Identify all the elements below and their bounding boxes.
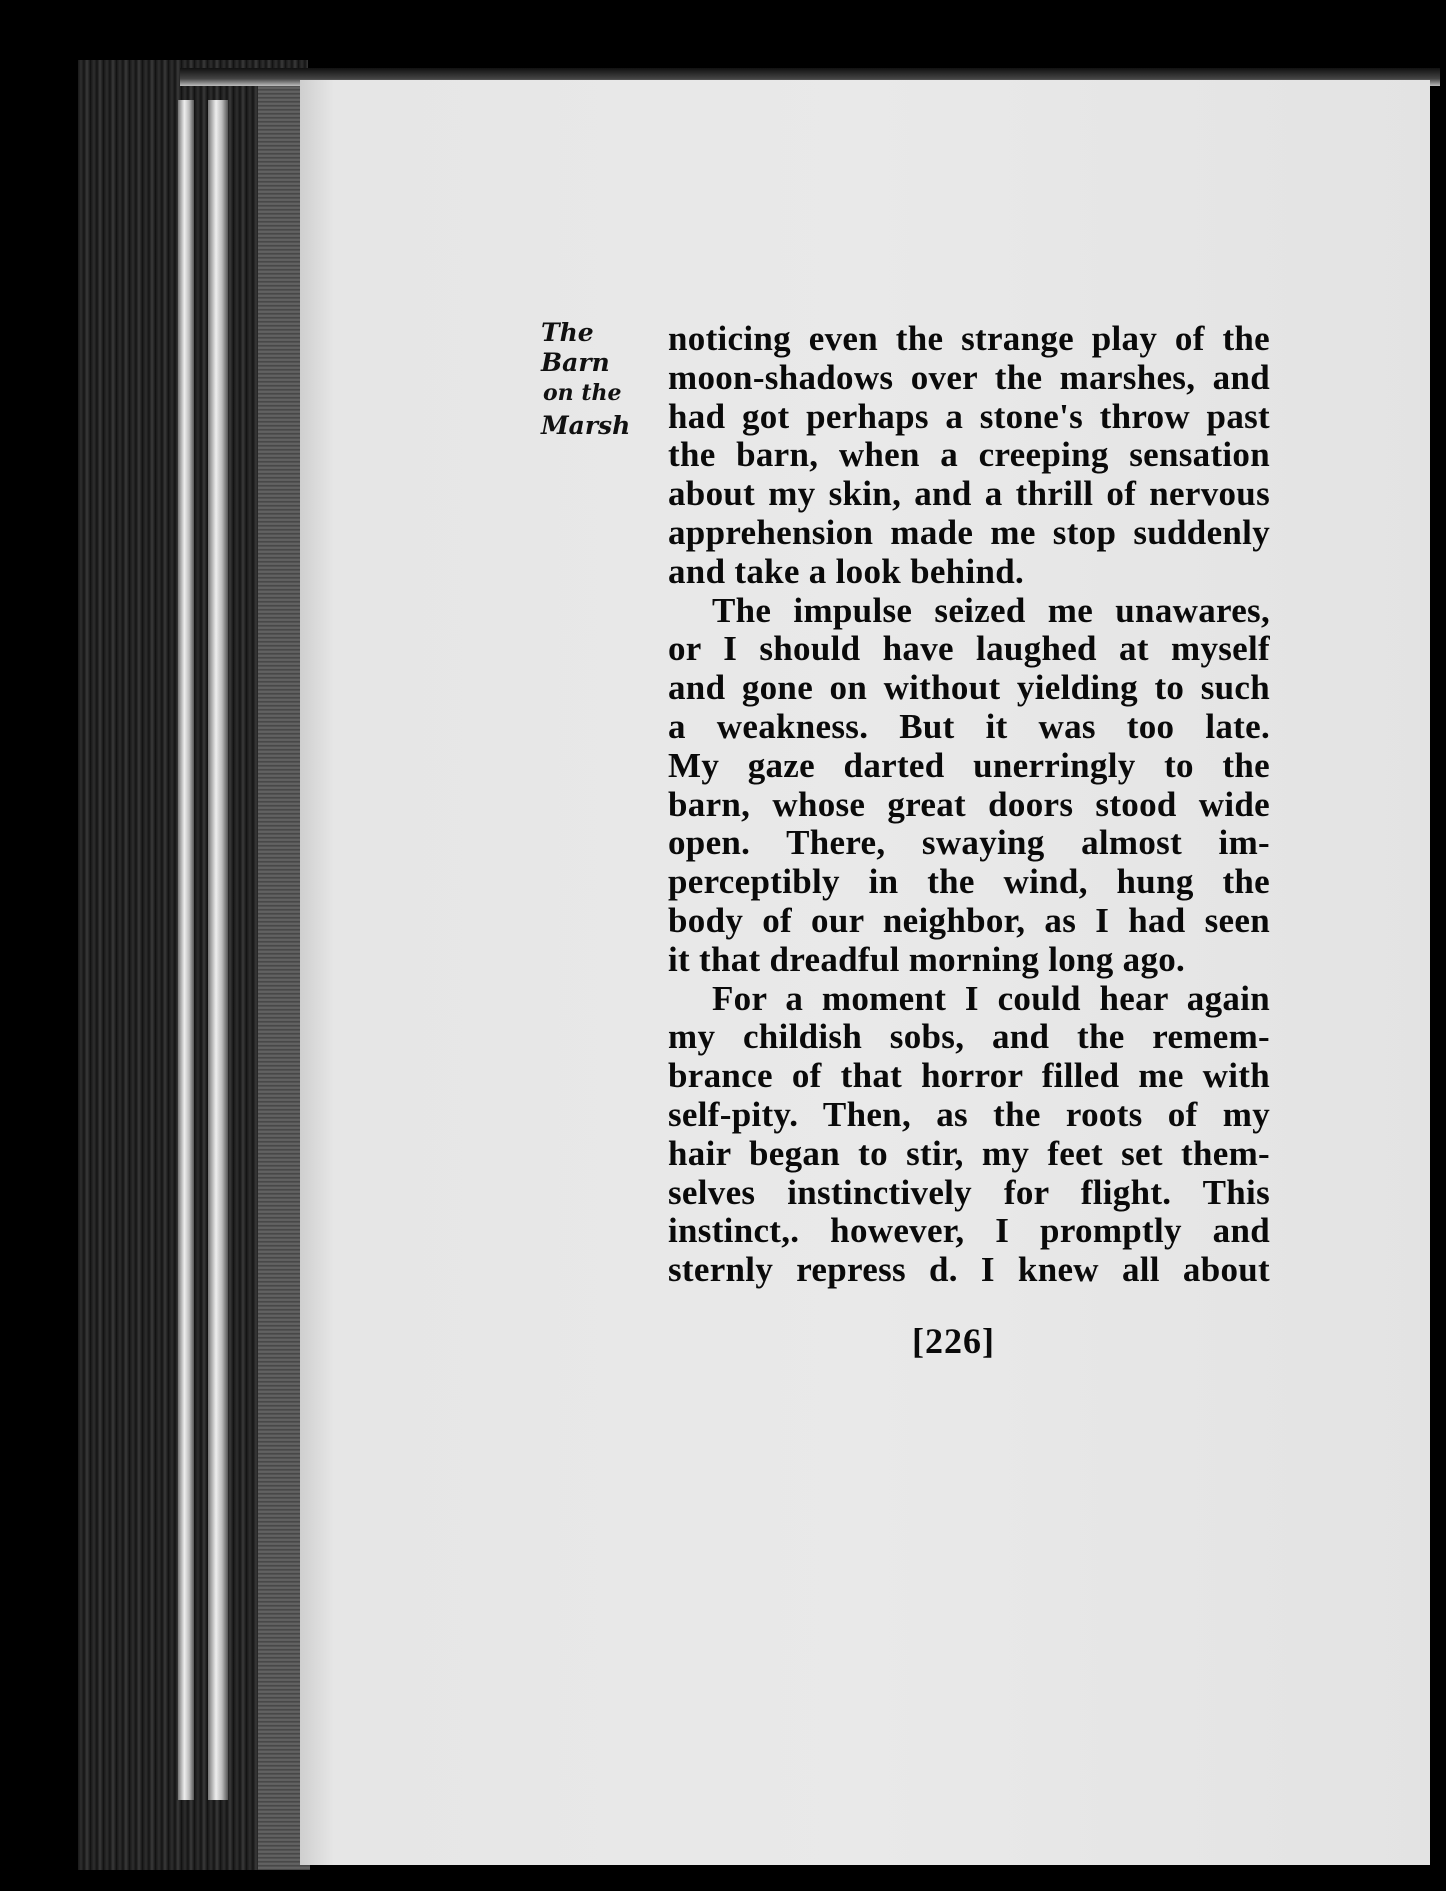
text-line: sternly repress d. I knew all about <box>668 1250 1270 1290</box>
body-text <box>668 320 1270 1290</box>
marginal-note <box>541 318 661 444</box>
text-line: about my skin, and a thrill of nervous <box>668 474 1270 514</box>
text-line: hair began to stir, my feet set them- <box>668 1133 1270 1173</box>
text-line: My gaze darted unerringly to the <box>668 745 1270 785</box>
marginal-note-line: Marsh <box>541 411 631 440</box>
text-line: self-pity. Then, as the roots of my <box>668 1094 1270 1134</box>
text-line: open. There, swaying almost im- <box>668 823 1270 863</box>
text-line: barn, whose great doors stood wide <box>668 784 1270 824</box>
page-edge-highlight <box>178 100 194 1800</box>
text-line: body of our neighbor, as I had seen <box>668 900 1270 940</box>
text-line: and gone on without yielding to such <box>668 668 1270 708</box>
text-line: apprehension made me stop suddenly <box>668 512 1270 552</box>
text-line: noticing even the strange play of the <box>668 319 1270 358</box>
text-line: or I should have laughed at myself <box>668 629 1270 669</box>
text-line: it that dreadful morning long ago. <box>668 939 1186 979</box>
text-line: and take a look behind. <box>668 551 1025 591</box>
text-line: perceptibly in the wind, hung the <box>668 862 1270 902</box>
text-line: For a moment I could hear again <box>712 978 1270 1018</box>
page-edge-highlight <box>208 100 228 1800</box>
text-line: instinct,. however, I promptly and <box>668 1211 1270 1251</box>
text-line: a weakness. But it was too late. <box>668 706 1270 746</box>
text-line: brance of that horror filled me with <box>668 1056 1270 1096</box>
marginal-note-line: The Barn <box>541 318 610 377</box>
page-number: [226] <box>912 1321 995 1361</box>
marginal-note-line: on the <box>543 380 622 406</box>
text-line: my childish sobs, and the remem- <box>668 1017 1270 1057</box>
text-line: selves instinctively for flight. This <box>668 1172 1270 1212</box>
text-line: had got perhaps a stone's throw past <box>668 396 1270 436</box>
text-line: moon-shadows over the marshes, and <box>668 357 1270 397</box>
text-line: the barn, when a creeping sensation <box>668 435 1270 475</box>
text-line: The impulse seized me unawares, <box>712 590 1270 630</box>
